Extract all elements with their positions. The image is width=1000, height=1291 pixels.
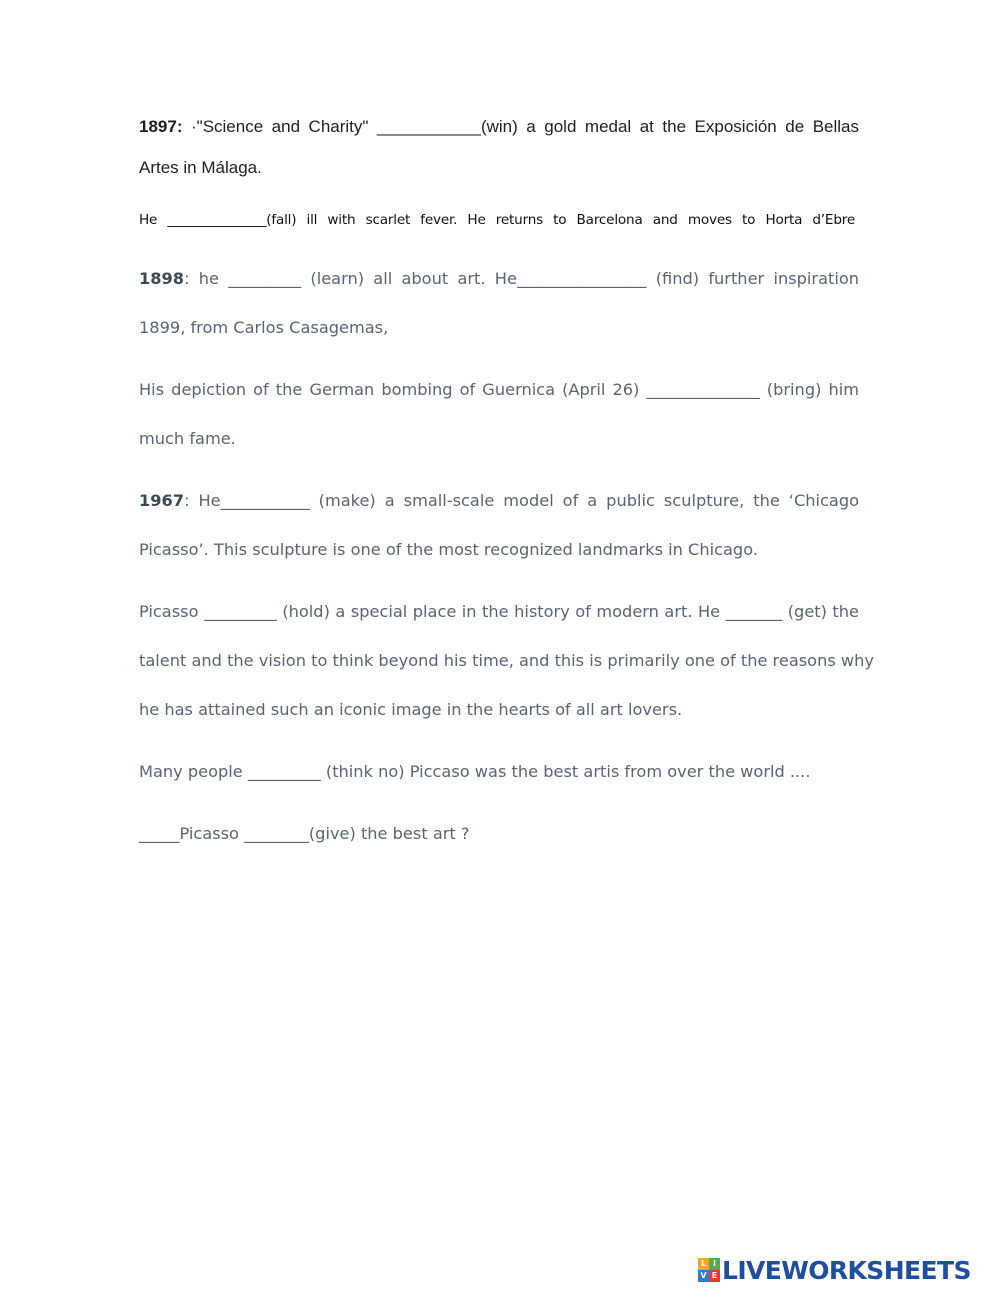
logo-mark-letter: E xyxy=(709,1270,720,1282)
paragraph-1898-line-2: 1899, from Carlos Casagemas, xyxy=(139,318,389,337)
line-text: : he _________ (learn) all about art. He________________ (find) further inspiration xyxy=(184,269,859,288)
paragraph-1967-line-1 xyxy=(139,493,859,509)
paragraph-fall-line: He _______________(fall) ill with scarlet fever. He returns to Barcelona and moves to Horta d’Ebre xyxy=(139,212,855,228)
year-1897: 1897: xyxy=(139,117,183,136)
logo-mark-letter: I xyxy=(709,1258,720,1270)
logo-wordmark: LIVEWORKSHEETS xyxy=(722,1255,971,1285)
paragraph-guernica-line-2: much fame. xyxy=(139,429,236,448)
paragraph-picasso-line-1: Picasso _________ (hold) a special place in the history of modern art. He _______ (get) the xyxy=(139,602,859,621)
paragraph-1898-line-1 xyxy=(139,271,859,287)
year-1898: 1898 xyxy=(139,269,185,288)
paragraph-1897-line-2: Artes in Málaga. xyxy=(139,158,262,177)
logo-mark-letter: L xyxy=(698,1258,709,1270)
paragraph-guernica-line-1: His depiction of the German bombing of Guernica (April 26) ______________ (bring) him xyxy=(139,380,859,399)
line-text: ·"Science and Charity" ___________(win) a gold medal at the Exposición de Bellas xyxy=(182,117,859,136)
paragraph-1967-line-2: Picasso’. This sculpture is one of the most recognized landmarks in Chicago. xyxy=(139,540,758,559)
paragraph-picasso-line-2: talent and the vision to think beyond his time, and this is primarily one of the reasons why xyxy=(139,651,874,670)
live-mark-icon xyxy=(698,1258,720,1282)
paragraph-picasso-line-3: he has attained such an iconic image in the hearts of all art lovers. xyxy=(139,700,683,719)
year-1967: 1967 xyxy=(139,491,185,510)
paragraph-many-people: Many people _________ (think no) Piccaso was the best artis from over the world .... xyxy=(139,762,811,781)
paragraph-question: _____Picasso ________(give) the best art ? xyxy=(139,824,470,843)
logo-mark-letter: V xyxy=(698,1270,709,1282)
liveworksheets-logo xyxy=(698,1256,971,1284)
line-text: : He___________ (make) a small-scale model of a public sculpture, the ‘Chicago xyxy=(184,491,859,510)
paragraph-1897-line-1 xyxy=(139,118,859,135)
